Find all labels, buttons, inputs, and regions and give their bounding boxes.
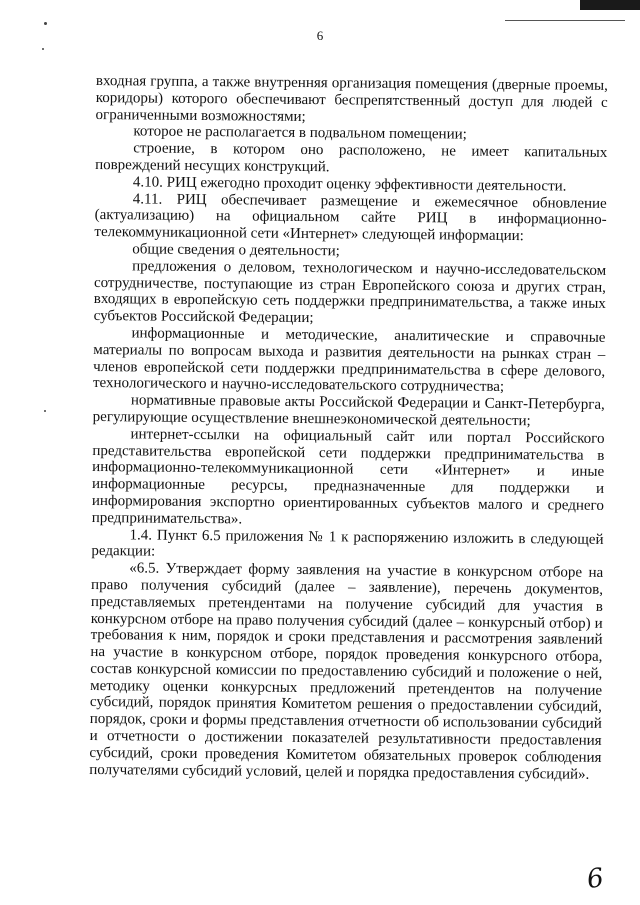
document-body xyxy=(89,73,608,783)
paragraph: информационные и методические, аналитические и справочные материалы по вопросам выхода и развития деятельности на рынках стран – членов европейской сети поддержки предпринимательства в сфере делового, технологического и научно-исследовательского сотрудничества; xyxy=(92,325,606,396)
paragraph: предложения о деловом, технологическом и научно-исследовательском сотрудничестве, поступающие из стран Европейского союза и других стран, входящих в европейскую сеть поддержки предпринимательства, а также иных субъектов Российской Федерации; xyxy=(93,258,607,327)
handwritten-page-mark: 6 xyxy=(584,862,606,896)
paragraph: «6.5. Утверждает форму заявления на участие в конкурсном отборе на право получения субсидий (далее – заявление), перечень документов, представляемых претендентами на получение субсидий для участия в конкурсном отборе на право получения субсидий (далее – конкурсный отбор) и требования к ним, порядок и сроки представления и рассмотрения заявлений на участие в конкурсном отборе, порядок проведения конкурсного отбора, состав конкурсной комиссии по предоставлению субсидий и положение о ней, методику оценки конкурсных предложений претендентов на получение субсидий, порядок принятия Комитетом решения о предоставлении субсидий, порядок, сроки и формы представления отчетности об использовании субсидий и отчетности о достижении показателей результативности предоставления субсидий, сроки проведения Комитетом обязательных проверок соблюдения получателями субсидий условий, целей и порядка предоставления субсидий». xyxy=(89,560,604,783)
paragraph: входная группа, а также внутренняя организация помещения (дверные проемы, коридоры) которого обеспечивают беспрепятственный доступ для людей с ограниченными возможностями; xyxy=(95,73,608,125)
scan-speck xyxy=(44,22,47,25)
scan-speck xyxy=(42,48,44,50)
paragraph: 4.10. РИЦ ежегодно проходит оценку эффективности деятельности. xyxy=(132,174,567,195)
page-number: 6 xyxy=(316,28,324,43)
scan-top-rule xyxy=(505,20,625,21)
scan-speck xyxy=(44,410,46,412)
paragraph: нормативные правовые акты Российской Федерации и Санкт-Петербурга, регулирующие осуществление внешнеэкономической деятельности; xyxy=(92,392,605,430)
paragraph: общие сведения о деятельности; xyxy=(132,241,340,260)
paragraph: интернет-ссылки на официальный сайт или портал Российского представительства европейской сети поддержки предпринимательства в информационно-телекоммуникационной сети «Интернет» и иные информационные ресурсы, предназначенные для поддержки и информирования экспортно ориентированных субъектов малого и среднего предпринимательства». xyxy=(91,426,605,528)
paragraph: строение, в котором оно расположено, не имеет капитальных повреждений несущих конструкций. xyxy=(95,140,608,176)
paragraph: 1.4. Пункт 6.5 приложения № 1 к распоряжению изложить в следующей редакции: xyxy=(91,526,604,560)
paragraph: которое не располагается в подвальном помещении; xyxy=(133,123,467,143)
paragraph: 4.11. РИЦ обеспечивает размещение и ежемесячное обновление (актуализацию) на официальном сайте РИЦ в информационно-телекоммуникационной сети «Интернет» следующей информации: xyxy=(94,190,607,245)
scan-corner-mark xyxy=(580,0,640,10)
